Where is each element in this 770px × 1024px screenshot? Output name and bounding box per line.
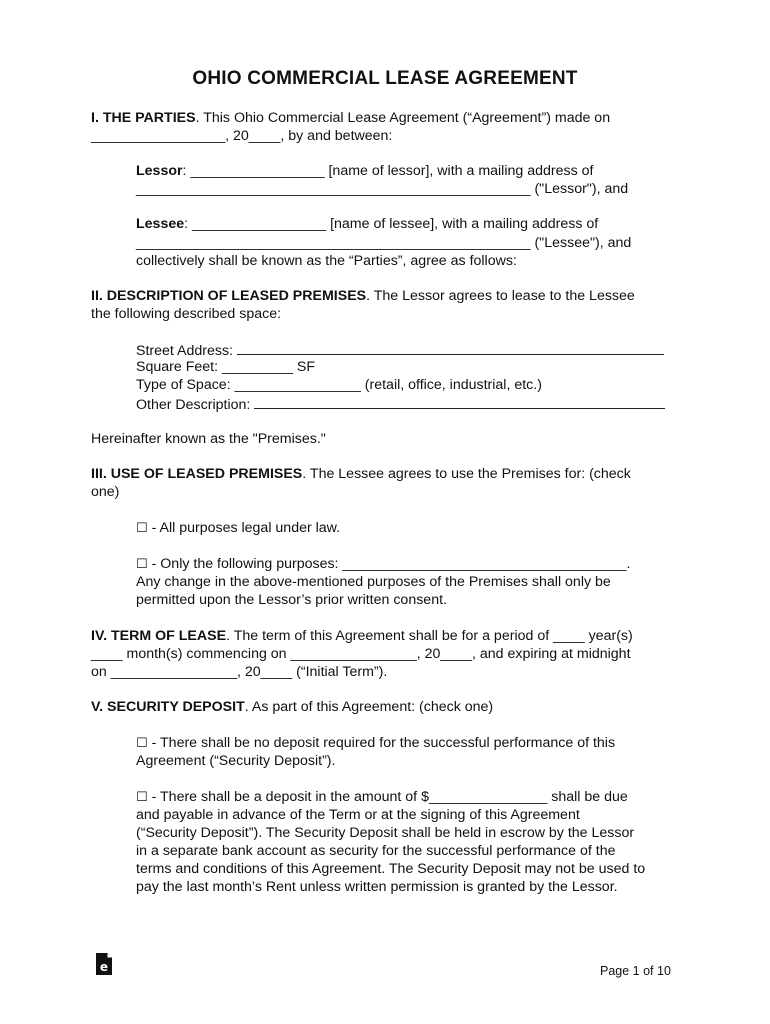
use-option-2-label: - Only the following purposes: ____________________________________. [147,556,631,572]
use-heading: III. USE OF LEASED PREMISES [91,466,303,482]
deposit-option-1 [136,735,615,753]
deposit-option-2-label: - There shall be a deposit in the amount of $_______________ shall be due [147,789,628,805]
lessor-line-1 [136,163,593,181]
lessor-label: Lessor [136,163,183,179]
use-option-2-line-3: permitted upon the Lessor’s prior written consent. [136,592,447,608]
lessee-text-1: : _________________ [name of lessee], with a mailing address of [184,216,599,232]
term-text-1: . The term of this Agreement shall be for a period of ____ year(s) [226,628,633,644]
parties-heading: I. THE PARTIES [91,110,196,126]
deposit-option-2-line-4: in a separate bank account as security for the successful performance of the [136,843,616,859]
use-line-1 [91,466,631,484]
premises-heading: II. DESCRIPTION OF LEASED PREMISES [91,288,367,304]
deposit-option-2 [136,789,628,807]
deposit-text-1: . As part of this Agreement: (check one) [244,699,494,715]
term-heading: IV. TERM OF LEASE [91,628,227,644]
deposit-option-2-line-6: pay the last month’s Rent unless written permission is granted by the Lessor. [136,879,618,895]
other-description-field[interactable] [254,395,665,409]
lessee-label: Lessee [136,216,185,232]
term-line-1 [91,628,633,646]
other-description-row [136,395,665,415]
deposit-heading: V. SECURITY DEPOSIT [91,699,245,715]
deposit-option-1-label: - There shall be no deposit required for the successful performance of this [147,735,616,751]
other-description-label: Other Description: [136,397,255,413]
lessor-line-2: __________________________________________________ ("Lessor"), and [136,181,629,197]
parties-text-1: . This Ohio Commercial Lease Agreement (“Agreement”) made on [195,110,611,126]
premises-line-2: the following described space: [91,306,282,322]
lessee-line-3: collectively shall be known as the “Parties”, agree as follows: [136,253,517,269]
checkbox-icon[interactable]: ☐ [136,557,148,572]
svg-text:e: e [99,960,109,974]
term-line-2: ____ month(s) commencing on ________________, 20____, and expiring at midnight [91,646,631,662]
use-option-1-label: - All purposes legal under law. [147,520,341,536]
page-number: Page 1 of 10 [600,964,671,978]
document-title: OHIO COMMERCIAL LEASE AGREEMENT [192,68,578,89]
checkbox-icon[interactable]: ☐ [136,790,148,805]
lessor-text-1: : _________________ [name of lessor], with a mailing address of [182,163,594,179]
deposit-option-1-line-2: Agreement (“Security Deposit”). [136,753,336,769]
parties-line-2: _________________, 20____, by and between: [91,128,393,144]
lessee-line-1 [136,216,598,234]
checkbox-icon[interactable]: ☐ [136,521,148,536]
street-address-row [136,341,664,361]
term-line-3: on ________________, 20____ (“Initial Term”). [91,664,388,680]
use-option-2 [136,556,630,574]
use-text-1: . The Lessee agrees to use the Premises for: (check [302,466,631,482]
use-option-1 [136,520,340,538]
parties-line-1 [91,110,610,128]
deposit-option-2-line-3: (“Security Deposit”). The Security Deposit shall be held in escrow by the Lessor [136,825,635,841]
eforms-logo-icon [95,952,113,976]
deposit-option-2-line-2: and payable in advance of the Term or at the signing of this Agreement [136,807,580,823]
premises-text-1: . The Lessor agrees to lease to the Lessee [366,288,635,304]
checkbox-icon[interactable]: ☐ [136,736,148,751]
use-option-2-line-2: Any change in the above-mentioned purposes of the Premises shall only be [136,574,611,590]
premises-hereinafter: Hereinafter known as the "Premises." [91,431,326,447]
deposit-option-2-line-5: terms and conditions of this Agreement. The Security Deposit may not be used to [136,861,646,877]
lessee-line-2: __________________________________________________ ("Lessee"), and [136,235,632,251]
use-line-2: one) [91,484,120,500]
square-feet-row: Square Feet: _________ SF [136,359,316,375]
street-address-label: Street Address: [136,343,237,359]
premises-line-1 [91,288,635,306]
deposit-line-1 [91,699,493,717]
street-address-field[interactable] [237,341,664,355]
type-of-space-row: Type of Space: ________________ (retail, office, industrial, etc.) [136,377,542,393]
